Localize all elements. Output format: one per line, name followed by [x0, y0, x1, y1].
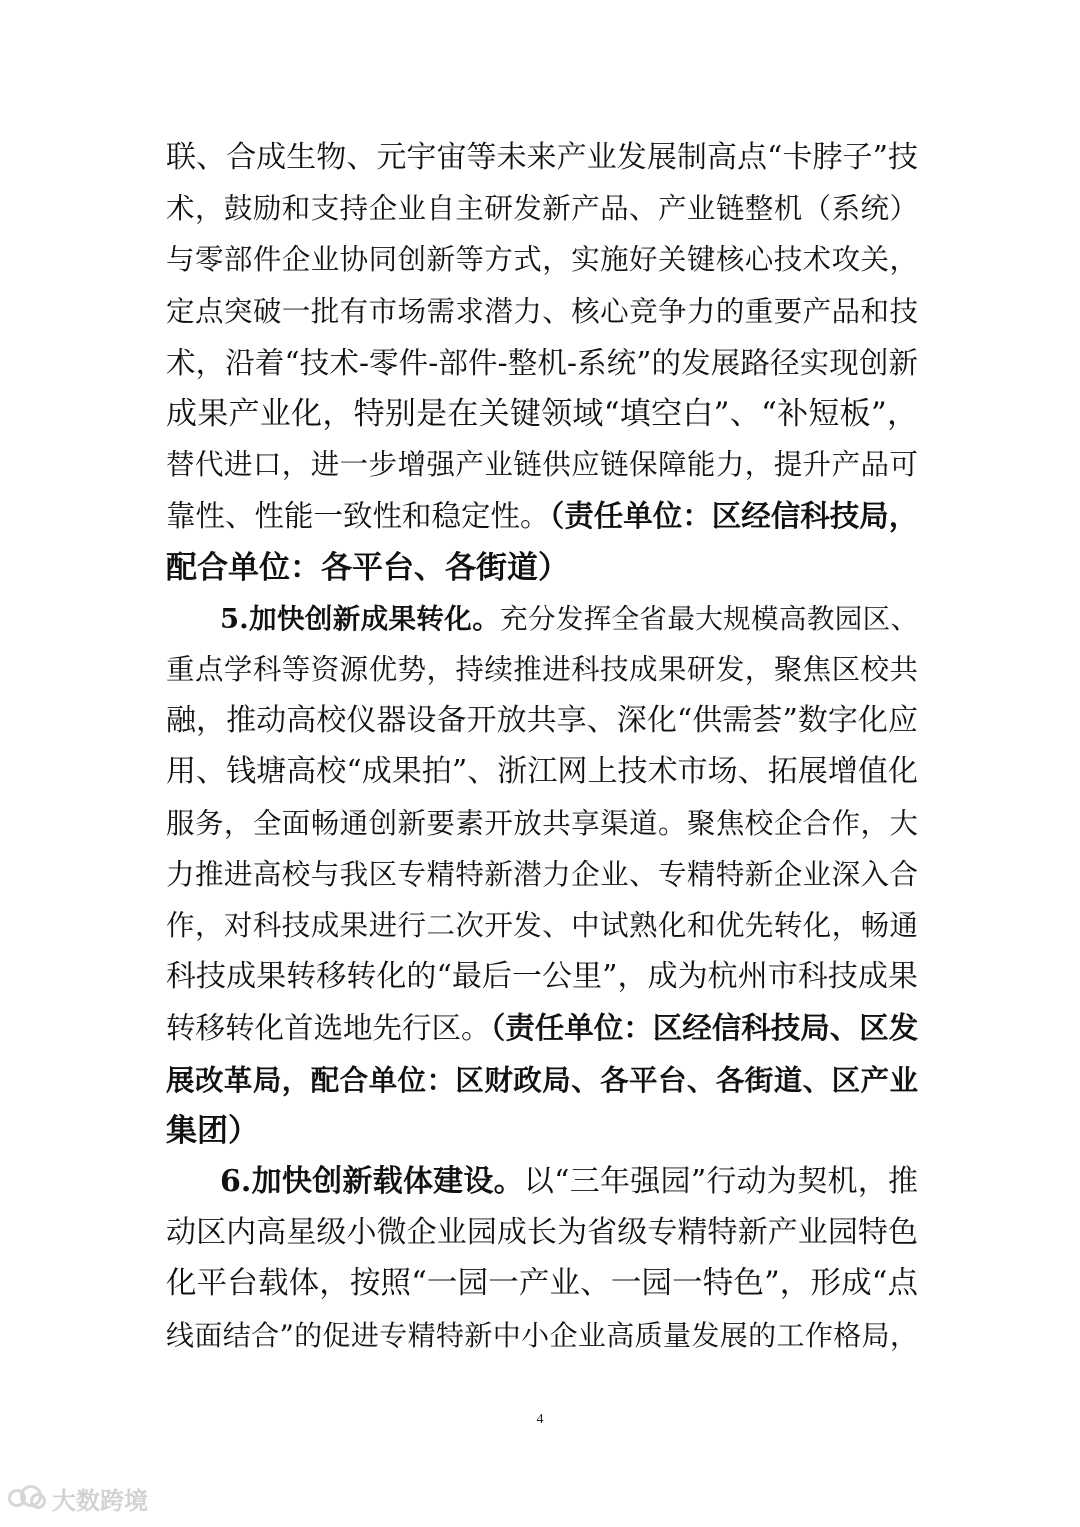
text-line [220, 592, 918, 646]
bold-text: 展改革局，配合单位：区财政局、各平台、各街道、区产业 [166, 1062, 918, 1097]
text-line [166, 233, 918, 287]
watermark [8, 1480, 148, 1516]
text: 服务，全面畅通创新要素开放共享渠道。聚焦校企合作，大 [166, 806, 918, 840]
text-line [166, 1053, 918, 1107]
text-line [166, 285, 918, 339]
text: 融，推动高校仪器设备开放共享、深化“供需荟”数字化应 [166, 703, 918, 739]
text: 动区内高星级小微企业园成长为省级专精特新产业园特色 [166, 1215, 918, 1251]
text-line [166, 1309, 918, 1363]
text: 术，沿着“技术-零件-部件-整机-系统”的发展路径实现创新 [166, 345, 918, 380]
text-line [166, 643, 918, 697]
text: 重点学科等资源优势，持续推进科技成果研发，聚焦区校共 [166, 653, 918, 686]
bold-text: 5.加快创新成果转化。 [220, 602, 501, 635]
text: 线面结合”的促进专精特新中小企业高质量发展的工作格局， [166, 1318, 918, 1352]
text-line [166, 950, 918, 1004]
text: 用、钱塘高校“成果拍”、浙江网上技术市场、拓展增值化 [166, 754, 918, 790]
text-line [166, 541, 918, 595]
text: 作，对科技成果进行二次开发、中试熟化和优先转化，畅通 [166, 909, 918, 942]
text-line [166, 1257, 918, 1311]
text: 以“三年强园”行动为契机，推 [523, 1164, 918, 1199]
text-line [166, 848, 918, 902]
text: 科技成果转移转化的“最后一公里”，成为杭州市科技成果 [166, 959, 918, 995]
bold-text: （责任单位：区经信科技局、区发 [490, 1010, 919, 1046]
bold-text: 6.加快创新载体建设。 [220, 1164, 524, 1199]
text-line [166, 387, 918, 441]
text: 替代进口，进一步增强产业链供应链保障能力，提升产品可 [166, 448, 918, 482]
text: 成果产业化，特别是在关键领域“填空白”、“补短板”， [166, 396, 918, 432]
text: 力推进高校与我区专精特新潜力企业、专精特新企业深入合 [166, 857, 918, 891]
text-line [220, 1155, 918, 1209]
text: 术，鼓励和支持企业自主研发新产品、产业链整机（系统） [166, 192, 918, 226]
text: 充分发挥全省最大规模高教园区、 [500, 602, 918, 635]
watermark-text: 大数跨境 [52, 1486, 148, 1515]
bold-text: 集团） [166, 1112, 259, 1149]
text-line [166, 131, 918, 185]
text-line [166, 797, 918, 851]
bold-text: （责任单位：区经信科技局， [549, 498, 919, 534]
bold-text: 配合单位：各平台、各街道） [166, 549, 569, 586]
text: 转移转化首选地先行区。 [166, 1011, 491, 1046]
text-line [166, 745, 918, 799]
text-line [166, 489, 918, 543]
text-line [166, 336, 918, 390]
text-line [166, 182, 918, 236]
text-line [166, 694, 918, 748]
text: 靠性、性能一致性和稳定性。 [166, 499, 550, 534]
text-line [166, 1001, 918, 1055]
text: 与零部件企业协同创新等方式，实施好关键核心技术攻关， [166, 243, 918, 277]
watermark-logo-icon [8, 1485, 46, 1511]
text: 定点突破一批有市场需求潜力、核心竞争力的重要产品和技 [166, 294, 918, 328]
page-number: 4 [536, 1412, 544, 1427]
text: 化平台载体，按照“一园一产业、一园一特色”，形成“点 [166, 1266, 918, 1302]
text-line [166, 899, 918, 953]
text-line [166, 1104, 918, 1158]
text: 联、合成生物、元宇宙等未来产业发展制高点“卡脖子”技 [166, 140, 918, 175]
text-line [166, 1206, 918, 1260]
text-line [166, 438, 918, 492]
